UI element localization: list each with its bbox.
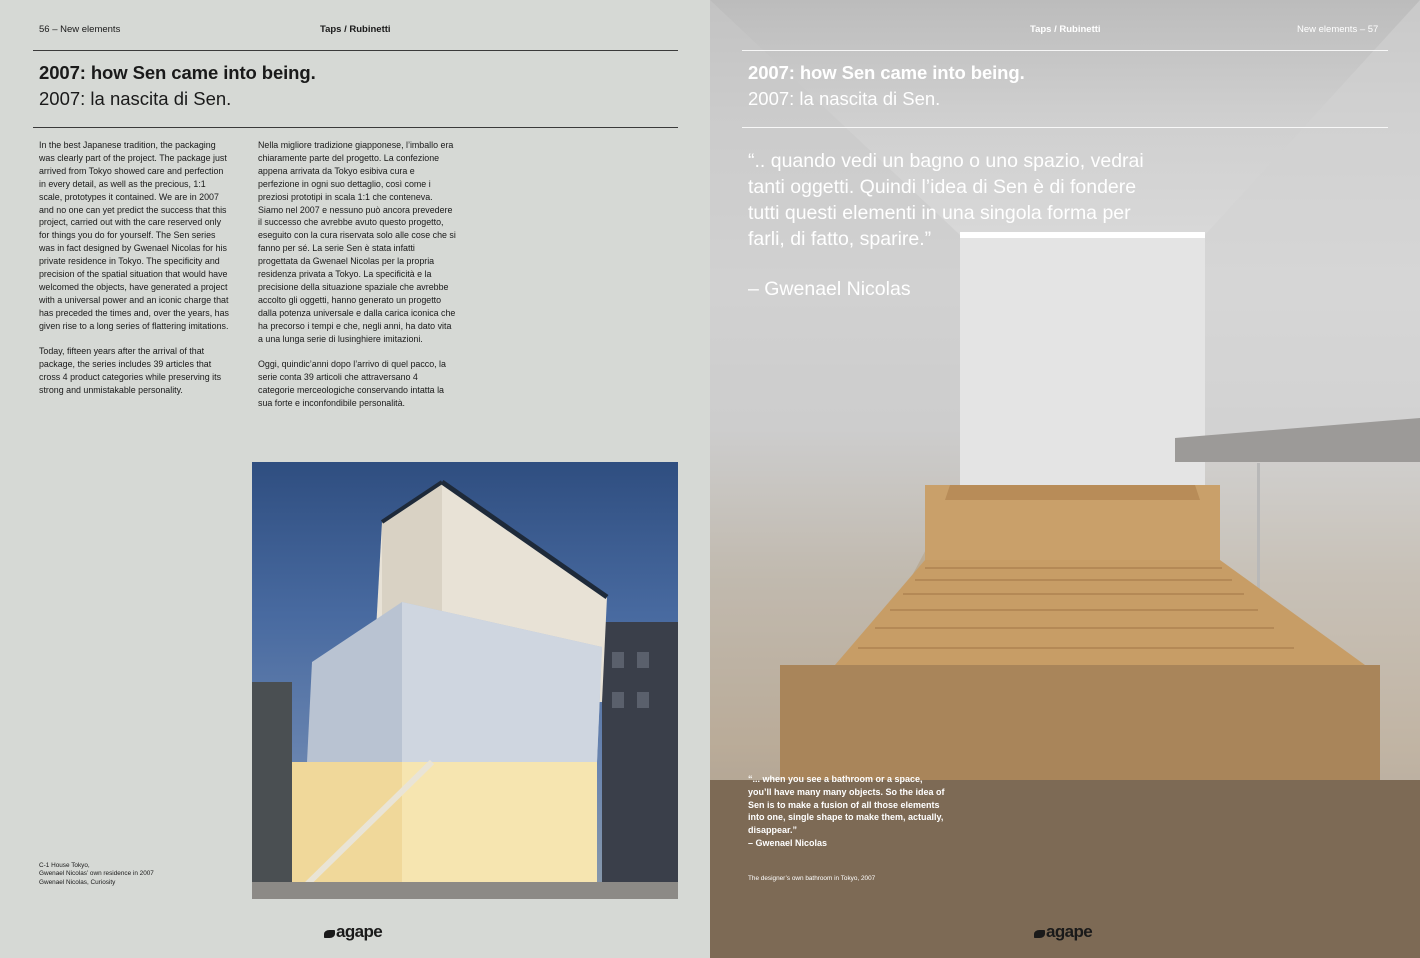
paragraph-italian-1: Nella migliore tradizione giapponese, l’imballo era chiaramente parte del progetto. La confezione appena arrivata da Tokyo esibiva cura e perfezione in ogni suo dettaglio, così come i preziosi prototipi in scala 1:1 che conteneva. Siamo nel 2007 e nessuno può ancora prevedere il successo che avrebbe avuto questo progetto, eseguito con la cura riservata solo alle cose che si fanno per sé. La serie Sen è stata infatti progettata da Gwenael Nicolas per la propria residenza privata a Tokyo. La specificità e la precisione della situazione spaziale che avrebbe accolto gli oggetti, hanno generato un progetto dalla potenza universale e dalla carica iconica che ha precorso i tempi e che, negli anni, ha dato vita a una lunga serie di lusinghiere imitazioni. — [258, 140, 456, 344]
house-illustration — [252, 462, 678, 899]
title-english: 2007: how Sen came into being. — [748, 62, 1025, 83]
title-rule — [33, 127, 678, 128]
quote-italian: “.. quando vedi un bagno o uno spazio, vedrai tanti oggetti. Quindi l’idea di Sen è di fondere tutti questi elementi in una singola forma per farli, di fatto, sparire.” — [748, 150, 1144, 250]
quote-author: – Gwenael Nicolas — [748, 278, 911, 300]
page-number-header: 56 – New elements — [39, 24, 121, 35]
top-rule — [742, 50, 1388, 51]
left-wall — [252, 682, 292, 899]
agape-logo — [1034, 922, 1092, 942]
paragraph-english-1: In the best Japanese tradition, the packaging was clearly part of the project. The package just arrived from Tokyo showed care and perfection in every detail, as well as the precious, 1:1 scale, prototypes it contained. We are in 2007 and no one can yet predict the success that this project, carried out with the care reserved only for things you do for yourself. The Sen series was in fact designed by Gwenael Nicolas for his private residence in Tokyo. The specificity and precision of the spatial situation that would have welcomed the objects, have generated a project with a universal power and an iconic charge that has preceded the times and, over the years, has given rise to a long series of flattering imitations. — [39, 140, 229, 331]
neighbor-window — [637, 652, 649, 668]
caption-line: Gwenael Nicolas’ own residence in 2007 — [39, 870, 154, 878]
caption-line: Gwenael Nicolas, Curiosity — [39, 878, 116, 886]
top-rule — [33, 50, 678, 51]
photo-caption — [39, 862, 154, 887]
quote-english-author: – Gwenael Nicolas — [748, 837, 828, 848]
lower-glow-face — [402, 762, 597, 892]
quote-english-text: “... when you see a bathroom or a space, you’ll have many many objects. So the idea of Sen is to make a fusion of all those elements into one, single shape to make them, actually, disappear.” — [748, 774, 945, 836]
neighbor-window — [612, 652, 624, 668]
back-wall — [960, 235, 1205, 485]
logo-text: agape — [336, 922, 383, 941]
wooden-base — [780, 665, 1380, 780]
page-number-header: New elements – 57 — [1297, 24, 1379, 35]
ground — [252, 882, 678, 899]
paragraph-english-2: Today, fifteen years after the arrival of that package, the series includes 39 articles that cross 4 product categories while preserving its strong and unmistakable personality. — [39, 346, 222, 396]
title-italian: 2007: la nascita di Sen. — [748, 88, 941, 109]
section-header: Taps / Rubinetti — [320, 24, 391, 35]
tub-rim — [945, 485, 1200, 500]
section-header: Taps / Rubinetti — [1030, 24, 1101, 35]
caption-line: C-1 House Tokyo, — [39, 862, 90, 869]
paragraph-italian-2: Oggi, quindic’anni dopo l’arrivo di quel pacco, la serie conta 39 articoli che attraversano 4 categorie merceologiche conservando intatta la sua forte e inconfondibile personalità. — [258, 359, 446, 409]
title-english: 2007: how Sen came into being. — [39, 62, 316, 83]
quote-english — [748, 773, 948, 850]
leaf-icon — [324, 930, 335, 938]
neighbor-window — [637, 692, 649, 708]
title-rule — [742, 127, 1388, 128]
photo-caption: The designer’s own bathroom in Tokyo, 2007 — [748, 875, 876, 882]
neighbor-window — [612, 692, 624, 708]
agape-logo — [324, 922, 382, 942]
title-italian: 2007: la nascita di Sen. — [39, 88, 232, 109]
right-page — [710, 0, 1420, 958]
house-photo — [252, 462, 678, 899]
leaf-icon — [1034, 930, 1045, 938]
shower-hose — [1257, 463, 1260, 603]
body-column-english — [39, 139, 231, 410]
logo-text: agape — [1046, 922, 1093, 941]
body-column-italian — [258, 139, 456, 423]
